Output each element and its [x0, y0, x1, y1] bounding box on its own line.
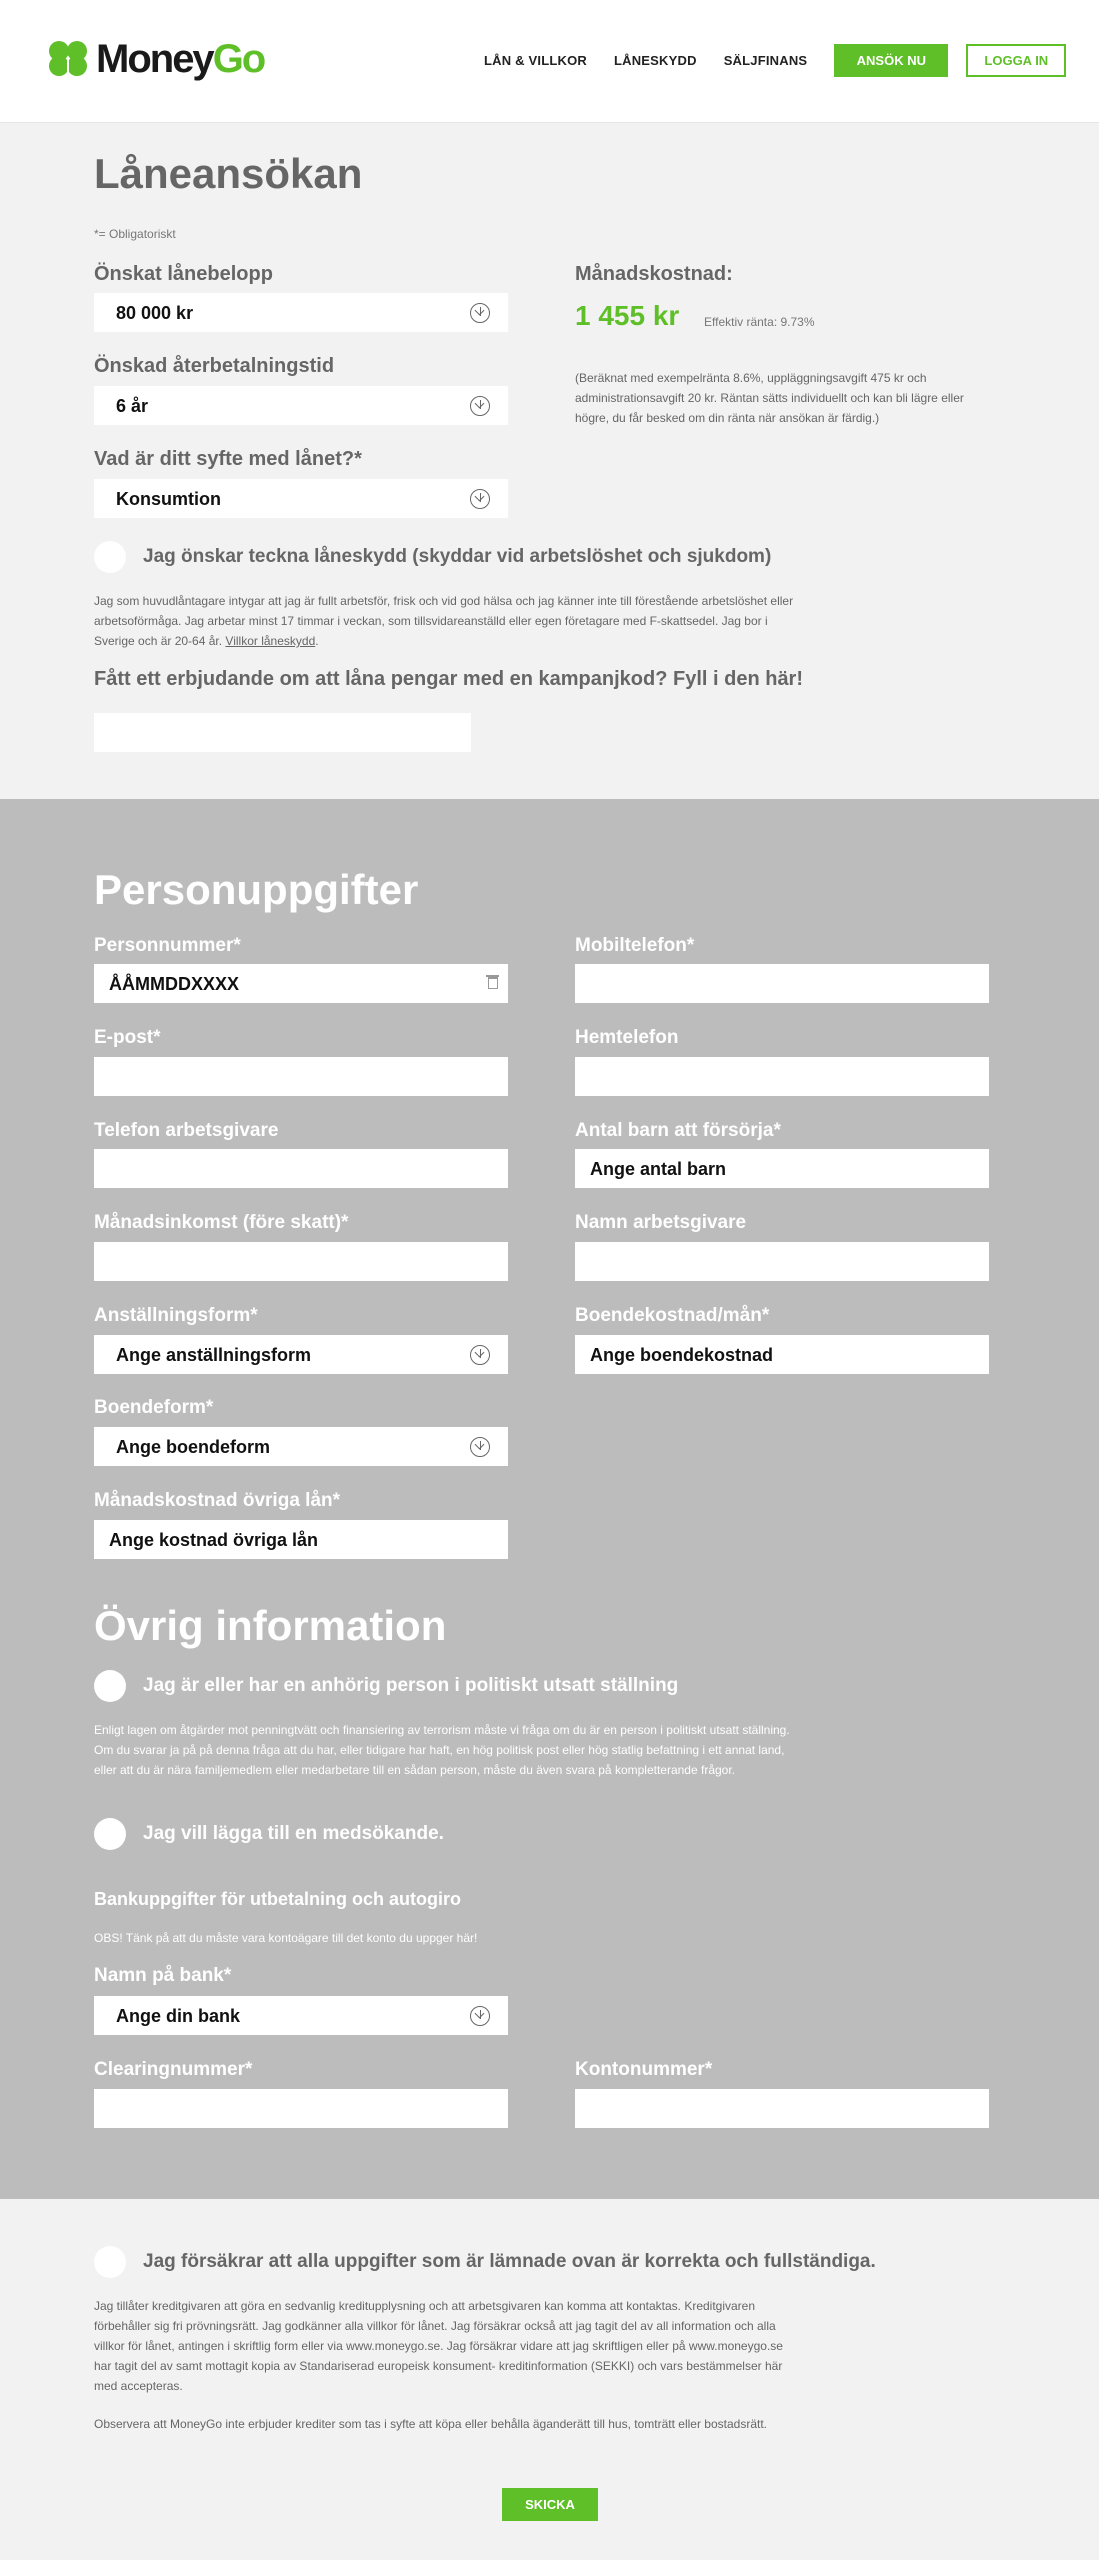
account-input[interactable] — [575, 2089, 989, 2128]
loan-amount-label: Önskat lånebelopp — [94, 263, 273, 285]
work-phone-label: Telefon arbetsgivare — [94, 1120, 279, 1141]
loan-protection-radio[interactable] — [94, 541, 126, 573]
account-label: Kontonummer* — [575, 2059, 713, 2080]
personnummer-label: Personnummer* — [94, 935, 241, 956]
required-note: *= Obligatoriskt — [94, 227, 176, 241]
email-input[interactable] — [94, 1057, 508, 1096]
loan-term-value: 6 år — [116, 396, 149, 416]
coapplicant-radio[interactable] — [94, 1818, 126, 1850]
employment-value: Ange anställningsform — [116, 1345, 312, 1365]
confirm-text: Jag tillåter kreditgivaren att göra en sedvanlig kreditupplysning och att arbetsgivaren kan komma att kontaktas. Kreditgivaren förbehåller sig fri prövningsrätt. Jag godkänner alla villkor för lånet. Jag försäkrar också att jag tagit del av all information och alla villkor för lånet, antingen i skriftlig form eller via www.moneygo.se. Jag försäkrar vidare att jag skriftligen eller på www.moneygo.se har tagit del av samt mottagit kopia av Standariserad europeisk konsument- kreditinformation (SEKKI) och vars bestämmelser här med accepteras. — [94, 2299, 783, 2393]
work-phone-input[interactable] — [94, 1149, 508, 1188]
pep-label: Jag är eller har en anhörig person i politiskt utsatt ställning — [143, 1675, 679, 1696]
home-phone-label: Hemtelefon — [575, 1027, 679, 1048]
loan-purpose-value: Konsumtion — [116, 489, 221, 509]
other-loans-label: Månadskostnad övriga lån* — [94, 1490, 341, 1511]
housing-cost-input[interactable] — [575, 1335, 989, 1374]
mobile-label: Mobiltelefon* — [575, 935, 695, 956]
housing-label: Boendeform* — [94, 1397, 214, 1418]
other-loans-input[interactable] — [94, 1520, 508, 1559]
nav-loans-terms[interactable]: LÅN & VILLKOR — [484, 53, 587, 68]
campaign-code-label: Fått ett erbjudande om att låna pengar med en kampanjkod? Fyll i den här! — [94, 668, 804, 690]
monthly-cost-value: 1 455 kr — [575, 300, 680, 331]
loan-protection-label: Jag önskar teckna låneskydd (skyddar vid arbetslöshet och sjukdom) — [143, 546, 772, 567]
personal-title: Personuppgifter — [94, 866, 419, 913]
nav-loan-protection[interactable]: LÅNESKYDD — [613, 53, 697, 68]
page-title: Låneansökan — [94, 150, 363, 197]
housing-value: Ange boendeform — [116, 1437, 271, 1457]
bank-label: Namn på bank* — [94, 1965, 232, 1986]
other-loans-placeholder: Ange kostnad övriga lån — [109, 1530, 319, 1550]
mortgage-note: Observera att MoneyGo inte erbjuder krediter som tas i syfte att köpa eller behålla äganderätt till hus, tomträtt eller bostadsrätt. — [94, 2417, 767, 2431]
effective-rate: Effektiv ränta: 9.73% — [704, 315, 815, 329]
income-label: Månadsinkomst (före skatt)* — [94, 1212, 349, 1233]
site-header — [0, 0, 1099, 123]
chevron-down-icon — [470, 489, 490, 509]
coapplicant-label: Jag vill lägga till en medsökande. — [143, 1823, 444, 1844]
confirm-radio[interactable] — [94, 2246, 126, 2278]
chevron-down-icon — [470, 1345, 490, 1365]
login-button[interactable]: LOGGA IN — [966, 44, 1066, 77]
employer-input[interactable] — [575, 1242, 989, 1281]
email-label: E-post* — [94, 1027, 161, 1048]
housing-cost-label: Boendekostnad/mån* — [575, 1305, 770, 1326]
main-nav — [484, 44, 1066, 77]
logo[interactable] — [46, 34, 264, 84]
apply-button[interactable]: ANSÖK NU — [834, 44, 948, 77]
campaign-code-input[interactable] — [94, 713, 471, 752]
logo-text: MoneyGo — [96, 36, 265, 81]
employer-label: Namn arbetsgivare — [575, 1212, 747, 1233]
loan-amount-select[interactable] — [94, 293, 508, 332]
chevron-down-icon — [470, 303, 490, 323]
chevron-down-icon — [470, 2006, 490, 2026]
clover-icon — [46, 39, 92, 79]
loan-purpose-label: Vad är ditt syfte med lånet?* — [94, 448, 362, 470]
loan-amount-value: 80 000 kr — [116, 303, 194, 323]
housing-cost-placeholder: Ange boendekostnad — [590, 1345, 774, 1365]
loan-protection-text: Jag som huvudlåntagare intygar att jag är fullt arbetsför, frisk och vid god hälsa och jag känner inte till förestående arbetslöshet eller arbetsoförmåga. Jag arbetar minst 17 timmar i veckan, som tillsvidareanställd eller egen företagare med F-skattsedel. Jag bor i Sverige och är 20-64 år. Villkor låneskydd. — [94, 594, 794, 648]
loan-term-select[interactable] — [94, 386, 508, 425]
clearing-label: Clearingnummer* — [94, 2059, 253, 2080]
submit-button[interactable]: SKICKA — [502, 2488, 598, 2521]
calculation-note: (Beräknat med exempelränta 8.6%, uppläggningsavgift 475 kr och administrationsavgift 20 kr. Räntan sätts individuellt och kan bli lägre eller högre, du får besked om din ränta när ansökan är färdig.) — [575, 371, 964, 425]
personnummer-value: ÅÅMMDDXXXX — [109, 974, 240, 994]
bank-value: Ange din bank — [116, 2006, 241, 2026]
chevron-down-icon — [470, 396, 490, 416]
employment-select[interactable] — [94, 1335, 508, 1374]
bank-title: Bankuppgifter för utbetalning och autogiro — [94, 1889, 461, 1909]
children-placeholder: Ange antal barn — [590, 1159, 727, 1179]
employment-label: Anställningsform* — [94, 1305, 258, 1326]
loan-protection-terms-link[interactable]: Villkor låneskydd — [225, 634, 316, 648]
personnummer-input[interactable] — [94, 964, 508, 1003]
income-input[interactable] — [94, 1242, 508, 1281]
children-input[interactable] — [575, 1149, 989, 1188]
confirm-label: Jag försäkrar att alla uppgifter som är lämnade ovan är korrekta och fullständiga. — [143, 2251, 876, 2272]
children-label: Antal barn att försörja* — [575, 1120, 781, 1141]
pep-text: Enligt lagen om åtgärder mot penningtvätt och finansiering av terrorism måste vi fråga om du är en person i politiskt utsatt ställning. Om du svarar ja på på denna fråga att du har, eller tidigare har haft, en hög politisk post eller hög statlig befattning i ett annat land, eller att du är nära familjemedlem eller medarbetare till en sådan person, måste du även svara på kompletterande frågor. — [94, 1723, 790, 1777]
mobile-input[interactable] — [575, 964, 989, 1003]
loan-purpose-select[interactable] — [94, 479, 508, 518]
clear-icon[interactable] — [488, 977, 498, 989]
bank-note: OBS! Tänk på att du måste vara kontoägare till det konto du uppger här! — [94, 1931, 478, 1945]
clearing-input[interactable] — [94, 2089, 508, 2128]
other-info-title: Övrig information — [94, 1602, 447, 1649]
monthly-cost-label: Månadskostnad: — [575, 263, 733, 285]
bank-select[interactable] — [94, 1996, 508, 2035]
pep-radio[interactable] — [94, 1670, 126, 1702]
chevron-down-icon — [470, 1437, 490, 1457]
home-phone-input[interactable] — [575, 1057, 989, 1096]
housing-select[interactable] — [94, 1427, 508, 1466]
loan-term-label: Önskad återbetalningstid — [94, 355, 335, 377]
nav-sales-finance[interactable]: SÄLJFINANS — [723, 53, 808, 68]
